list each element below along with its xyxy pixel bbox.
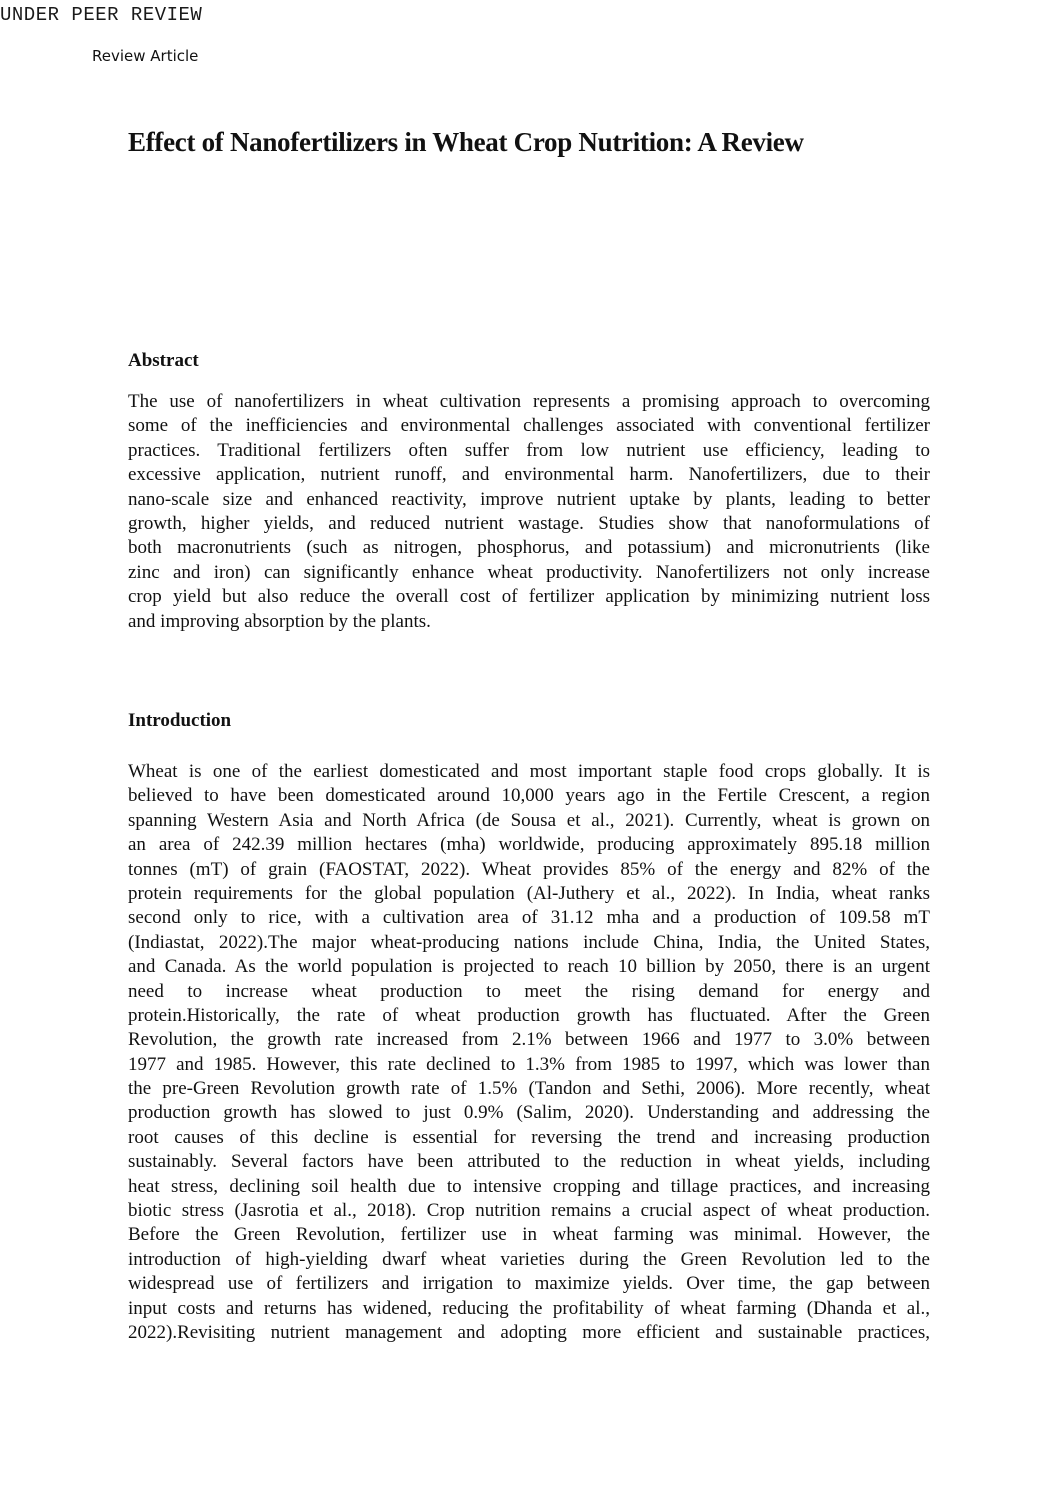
text-line: crop yield but also reduce the overall cost of fertilizer application by minimizing nutrient loss [128,586,930,608]
abstract-body [128,390,930,634]
text-line: growth, higher yields, and reduced nutrient wastage. Studies show that nanoformulations of [128,512,930,534]
text-line: nano-scale size and enhanced reactivity, improve nutrient uptake by plants, leading to better [128,488,930,510]
under-peer-review-watermark: UNDER PEER REVIEW [0,4,203,26]
text-line: Before the Green Revolution, fertilizer use in wheat farming was minimal. However, the [128,1224,930,1246]
text-line: Revolution, the growth rate increased from 2.1% between 1966 and 1977 to 3.0% between [128,1029,930,1051]
text-line: an area of 242.39 million hectares (mha) worldwide, producing approximately 895.18 million [128,834,930,856]
text-line: biotic stress (Jasrotia et al., 2018). Crop nutrition remains a crucial aspect of wheat production. [128,1200,930,1222]
introduction-body [128,760,930,1345]
text-line: widespread use of fertilizers and irrigation to maximize yields. Over time, the gap between [128,1273,930,1295]
text-line: believed to have been domesticated around 10,000 years ago in the Fertile Crescent, a region [128,785,930,807]
text-line: The use of nanofertilizers in wheat cultivation represents a promising approach to overcoming [128,391,930,412]
text-line: both macronutrients (such as nitrogen, phosphorus, and potassium) and micronutrients (like [128,537,930,559]
paper-title: Effect of Nanofertilizers in Wheat Crop Nutrition: A Review [128,127,804,157]
introduction-heading: Introduction [128,710,232,731]
text-line: practices. Traditional fertilizers often suffer from low nutrient use efficiency, leading to [128,439,930,461]
text-line: 2022).Revisiting nutrient management and adopting more efficient and sustainable practices, [128,1321,930,1343]
text-line: the pre-Green Revolution growth rate of 1.5% (Tandon and Sethi, 2006). More recently, wheat [128,1078,930,1100]
text-line: and Canada. As the world population is projected to reach 10 billion by 2050, there is an urgent [128,956,930,978]
text-line: zinc and iron) can significantly enhance wheat productivity. Nanofertilizers not only increase [128,561,930,583]
text-line: 1977 and 1985. However, this rate declined to 1.3% from 1985 to 1997, which was lower than [128,1053,930,1075]
text-line: spanning Western Asia and North Africa (de Sousa et al., 2021). Currently, wheat is grown on [128,809,930,831]
text-line: Wheat is one of the earliest domesticated and most important staple food crops globally. It is [128,761,930,782]
text-line: and improving absorption by the plants. [128,610,431,632]
text-line: protein requirements for the global population (Al-Juthery et al., 2022). In India, wheat ranks [128,882,930,904]
text-line: second only to rice, with a cultivation area of 31.12 mha and a production of 109.58 mT [128,907,930,929]
text-line: root causes of this decline is essential for reversing the trend and increasing production [128,1126,930,1148]
text-line: excessive application, nutrient runoff, and environmental harm. Nanofertilizers, due to their [128,464,930,486]
text-line: sustainably. Several factors have been attributed to the reduction in wheat yields, including [128,1151,930,1173]
abstract-heading: Abstract [128,350,199,371]
text-line: input costs and returns has widened, reducing the profitability of wheat farming (Dhanda et al., [128,1297,930,1319]
article-type-label: Review Article [92,47,199,65]
text-line: need to increase wheat production to meet the rising demand for energy and [128,980,930,1002]
text-line: tonnes (mT) of grain (FAOSTAT, 2022). Wheat provides 85% of the energy and 82% of the [128,858,930,880]
text-line: some of the inefficiencies and environmental challenges associated with conventional fertilizer [128,415,930,437]
text-line: (Indiastat, 2022).The major wheat-producing nations include China, India, the United States, [128,931,930,953]
text-line: protein.Historically, the rate of wheat production growth has fluctuated. After the Green [128,1004,930,1026]
text-line: introduction of high-yielding dwarf wheat varieties during the Green Revolution led to the [128,1248,930,1270]
text-line: heat stress, declining soil health due to intensive cropping and tillage practices, and increasing [128,1175,930,1197]
text-line: production growth has slowed to just 0.9% (Salim, 2020). Understanding and addressing the [128,1102,930,1124]
